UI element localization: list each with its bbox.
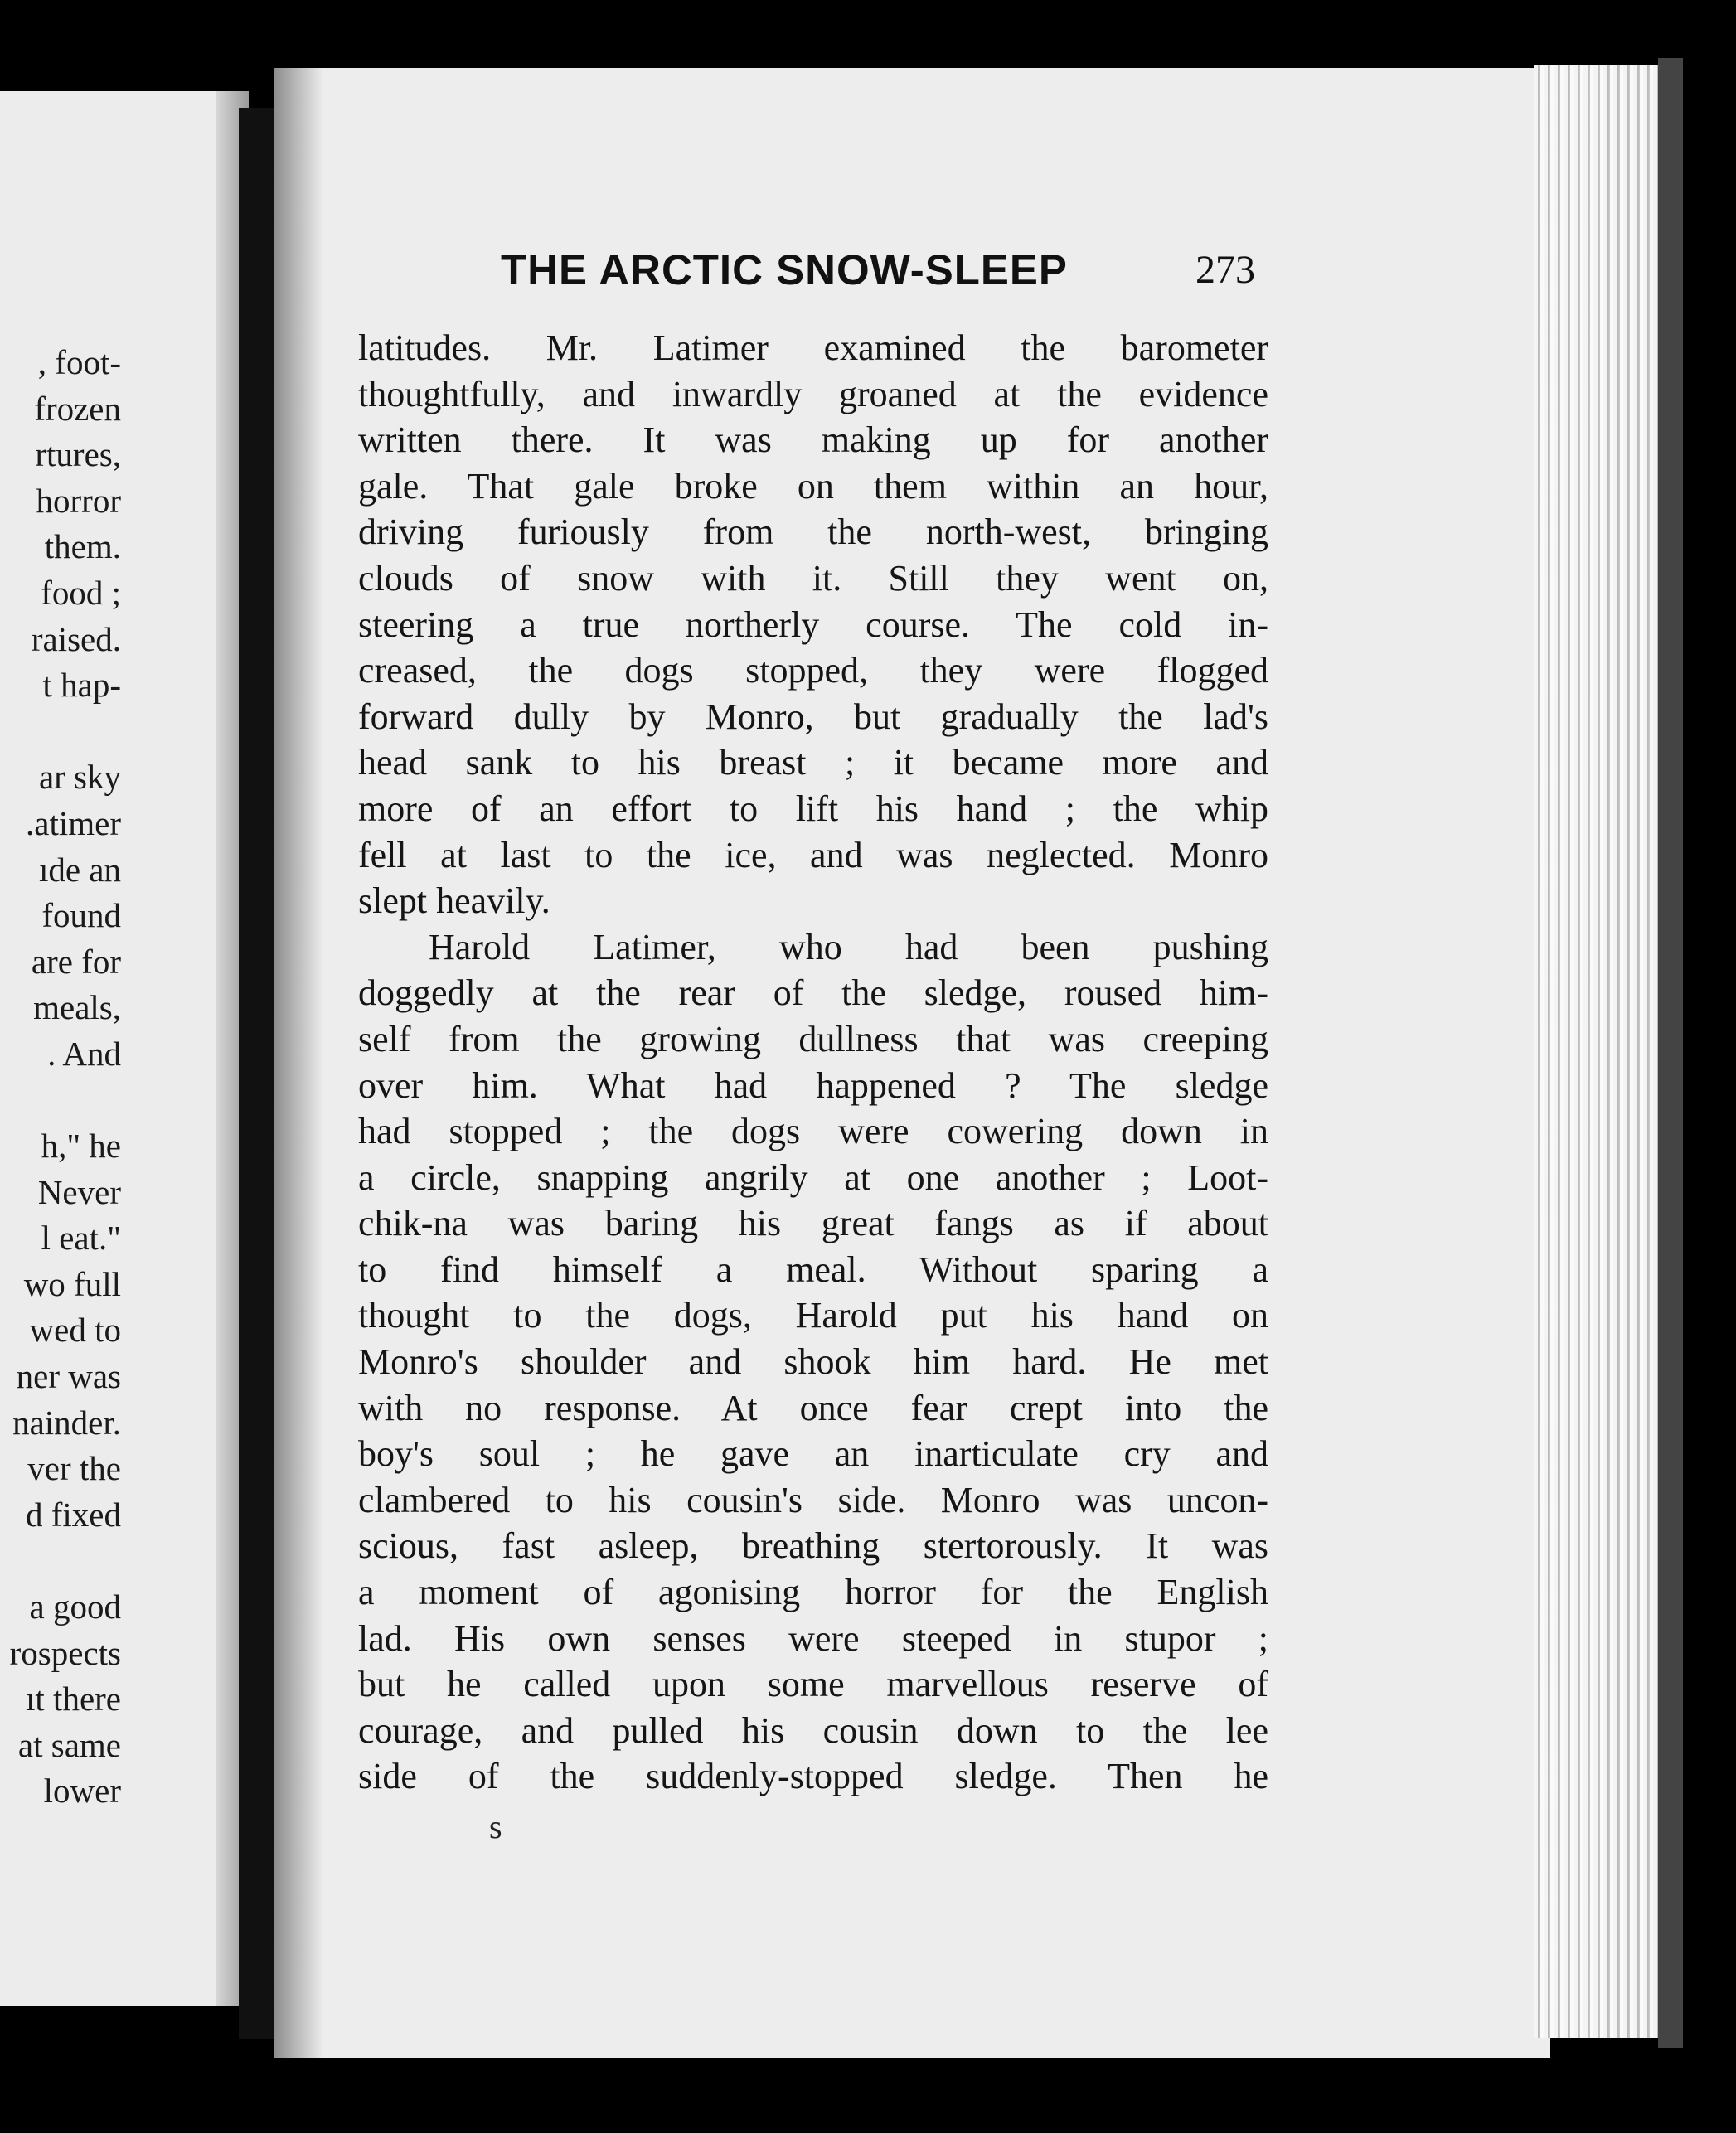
left-line: ner was (16, 1357, 121, 1396)
left-paragraph-gap (0, 1078, 121, 1124)
text-line: Monro's shoulder and shook him hard. He met (358, 1341, 1268, 1383)
text-line: gale. That gale broke on them within an hour, (358, 465, 1268, 507)
text-line: written there. It was making up for another (358, 419, 1268, 461)
text-line: latitudes. Mr. Latimer examined the barometer (358, 327, 1268, 368)
text-line: with no response. At once fear crept into the (358, 1387, 1268, 1428)
running-title: THE ARCTIC SNOW-SLEEP (501, 246, 1068, 293)
text-line: had stopped ; the dogs were cowering down in (358, 1111, 1268, 1152)
text-line: to find himself a meal. Without sparing a (358, 1248, 1268, 1290)
text-line: thought to the dogs, Harold put his hand on (358, 1295, 1268, 1336)
left-line: Never (37, 1172, 121, 1211)
left-page-text (0, 340, 121, 1815)
right-page-gutter-shadow (274, 68, 323, 2058)
text-line: a circle, snapping angrily at one another ; Loot- (358, 1156, 1268, 1198)
text-line: but he called upon some marvellous reserve of (358, 1664, 1268, 1705)
left-line: food ; (41, 573, 121, 612)
text-line: forward dully by Monro, but gradually the lad's (358, 696, 1268, 737)
left-line: wo full (23, 1264, 121, 1303)
left-line: rtures, (35, 435, 121, 474)
left-line: found (41, 896, 121, 935)
left-line: wed to (29, 1311, 121, 1350)
left-line: horror (36, 481, 121, 520)
text-line: doggedly at the rear of the sledge, roused him- (358, 972, 1268, 1014)
text-line: self from the growing dullness that was creeping (358, 1018, 1268, 1059)
left-line: ıt there (26, 1680, 121, 1719)
left-line: .atimer (26, 803, 121, 842)
left-line: are for (31, 942, 121, 981)
signature-mark: s (489, 1808, 502, 1845)
text-line: clouds of snow with it. Still they went on, (358, 557, 1268, 599)
left-line: h," he (41, 1127, 121, 1166)
page-number: 273 (1195, 248, 1255, 292)
left-line: t hap- (42, 666, 121, 705)
text-line: driving furiously from the north-west, bringing (358, 511, 1268, 553)
left-line: . And (47, 1034, 121, 1073)
left-line: ver the (27, 1449, 121, 1488)
text-line: courage, and pulled his cousin down to the lee (358, 1709, 1268, 1751)
book-cover-edge (1658, 58, 1683, 2048)
text-line: lad. His own senses were steeped in stupor ; (358, 1617, 1268, 1659)
left-line: frozen (34, 389, 121, 428)
text-line: head sank to his breast ; it became more and (358, 742, 1268, 783)
left-line: ıde an (38, 850, 121, 889)
text-line: chik-na was baring his great fangs as if about (358, 1203, 1268, 1244)
text-line: more of an effort to lift his hand ; the whip (358, 788, 1268, 829)
left-line: at same (17, 1725, 121, 1764)
text-line: side of the suddenly-stopped sledge. Then he (358, 1756, 1268, 1797)
left-line: raised. (31, 619, 121, 658)
left-line: a good (29, 1588, 121, 1626)
text-line: thoughtfully, and inwardly groaned at the evidence (358, 373, 1268, 414)
text-line: fell at last to the ice, and was neglected. Monro (358, 834, 1268, 875)
text-line: boy's soul ; he gave an inarticulate cry and (358, 1433, 1268, 1475)
text-line: over him. What had happened ? The sledge (358, 1064, 1268, 1106)
text-line: creased, the dogs stopped, they were flogged (358, 650, 1268, 691)
left-paragraph-gap (0, 1538, 121, 1584)
text-line: clambered to his cousin's side. Monro was uncon- (358, 1479, 1268, 1520)
left-line: , foot- (37, 343, 121, 381)
left-line: them. (44, 527, 121, 566)
text-line: Harold Latimer, who had been pushing (429, 926, 1268, 967)
running-header (501, 240, 1255, 298)
left-line: ar sky (38, 758, 121, 797)
text-line: scious, fast asleep, breathing stertorously. It was (358, 1525, 1268, 1567)
text-line: a moment of agonising horror for the English (358, 1572, 1268, 1613)
text-line: steering a true northerly course. The cold in- (358, 604, 1268, 645)
page-edges (1534, 65, 1666, 2038)
page-body-text (358, 325, 1268, 1800)
left-line: l eat." (41, 1219, 121, 1258)
text-line: slept heavily. (358, 880, 550, 922)
left-paragraph-gap (0, 709, 121, 755)
left-line: nainder. (12, 1403, 121, 1442)
left-line: lower (43, 1772, 121, 1811)
left-line: rospects (9, 1633, 121, 1672)
left-line: meals, (33, 988, 121, 1027)
left-line: d fixed (26, 1495, 121, 1534)
